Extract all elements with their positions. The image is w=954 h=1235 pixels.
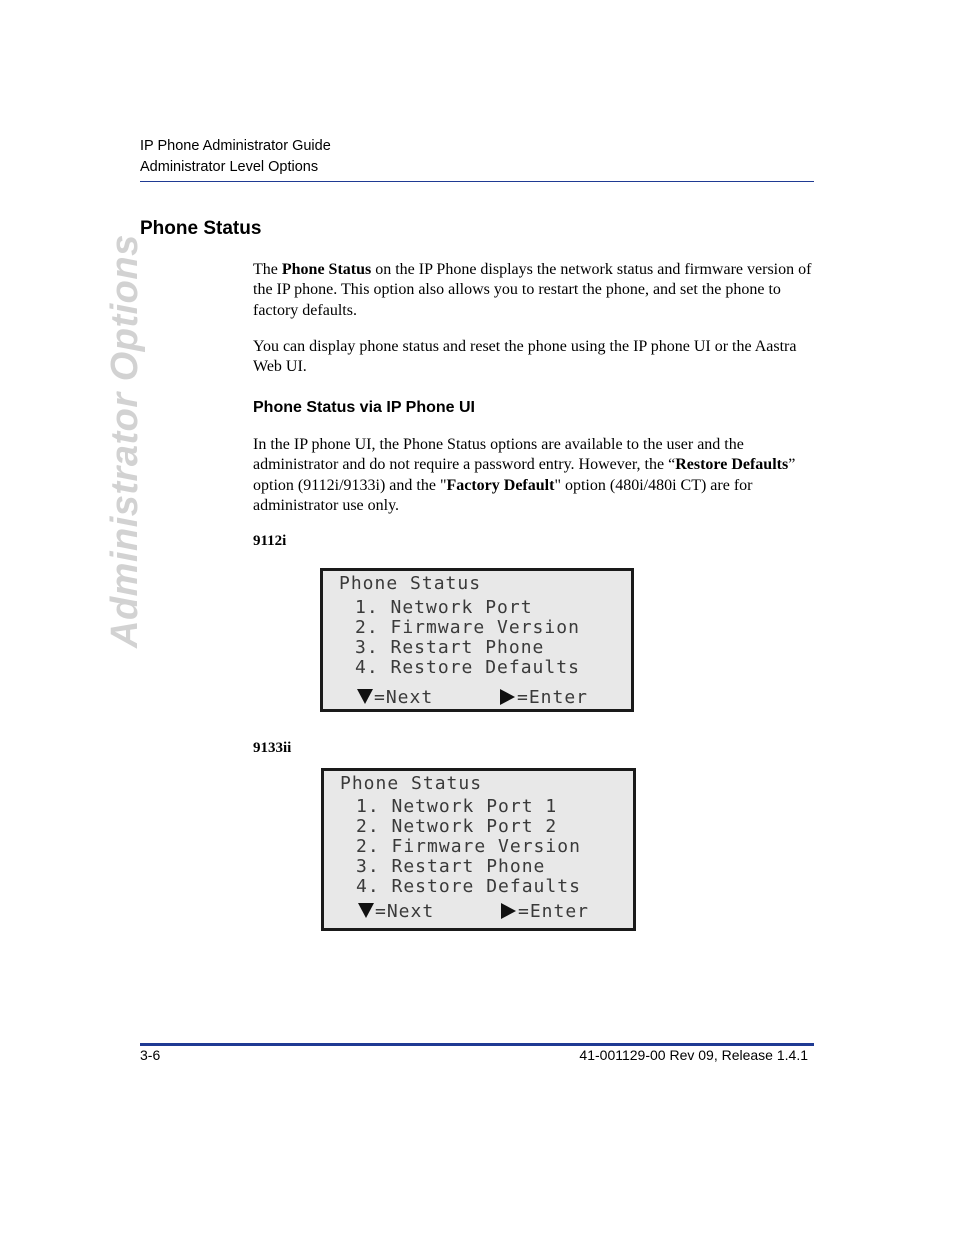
running-header: [140, 136, 331, 178]
bold-term: Factory Default: [446, 476, 555, 494]
right-arrow-icon: [500, 689, 515, 705]
bold-term: Phone Status: [281, 261, 372, 278]
intro-paragraph: [253, 260, 819, 321]
page-number: 3-6: [140, 1047, 161, 1063]
text-run: In the IP phone UI, the Phone Status options are available to the user and the administrator and do not require a password entry. However, the “: [253, 436, 744, 474]
footer-rule: [140, 1043, 814, 1046]
lcd-menu-item: 2. Firmware Version: [355, 617, 580, 638]
header-guide-title: IP Phone Administrator Guide: [140, 138, 331, 154]
lcd-menu-item: 4. Restore Defaults: [356, 876, 581, 897]
lcd-screen-9112i: [320, 568, 634, 712]
model-label-9133ii: 9133ii: [253, 740, 292, 756]
down-arrow-icon: [358, 903, 374, 918]
softkey-next: [357, 688, 433, 708]
section-title: Phone Status: [140, 218, 262, 239]
softkey-enter: [501, 902, 589, 922]
display-paragraph: You can display phone status and reset the phone using the IP phone UI or the Aastra Web UI.: [253, 338, 797, 376]
softkey-enter-label: =Enter: [517, 687, 589, 708]
model-label-9112i: 9112i: [253, 533, 287, 549]
lcd-menu-item: 1. Network Port: [355, 597, 533, 618]
ui-paragraph: [253, 435, 819, 516]
lcd-menu-item: 2. Firmware Version: [356, 836, 581, 857]
softkey-enter-label: =Enter: [518, 901, 590, 922]
text-run: The: [253, 261, 282, 278]
right-arrow-icon: [501, 903, 516, 919]
side-chapter-label: Administrator Options: [104, 234, 146, 648]
softkey-next-label: =Next: [375, 901, 435, 922]
lcd-screen-9133ii: [321, 768, 636, 931]
down-arrow-icon: [357, 689, 373, 704]
lcd-title: Phone Status: [339, 573, 482, 594]
text-run: " option (480i/480i CT) are for administrator use only.: [253, 476, 753, 514]
lcd-menu-item: 3. Restart Phone: [355, 637, 545, 658]
lcd-menu-item: 1. Network Port 1: [356, 796, 558, 817]
softkey-enter: [500, 688, 588, 708]
lcd-title: Phone Status: [340, 773, 483, 794]
header-rule: [140, 181, 814, 182]
header-chapter-title: Administrator Level Options: [140, 159, 319, 175]
softkey-next: [358, 902, 434, 922]
subsection-title: Phone Status via IP Phone UI: [253, 399, 475, 416]
text-run: ” option (9112i/9133i) and the ": [253, 456, 796, 494]
lcd-menu-item: 2. Network Port 2: [356, 816, 558, 837]
bold-term: Restore Defaults: [675, 456, 789, 474]
lcd-menu-item: 4. Restore Defaults: [355, 657, 580, 678]
lcd-menu-item: 3. Restart Phone: [356, 856, 546, 877]
document-revision: 41-001129-00 Rev 09, Release 1.4.1: [579, 1047, 808, 1063]
text-run: on the IP Phone displays the network status and firmware version of the IP phone. This option also allows you to restart the phone, and set the phone to factory defaults.: [253, 261, 812, 319]
softkey-next-label: =Next: [374, 687, 434, 708]
